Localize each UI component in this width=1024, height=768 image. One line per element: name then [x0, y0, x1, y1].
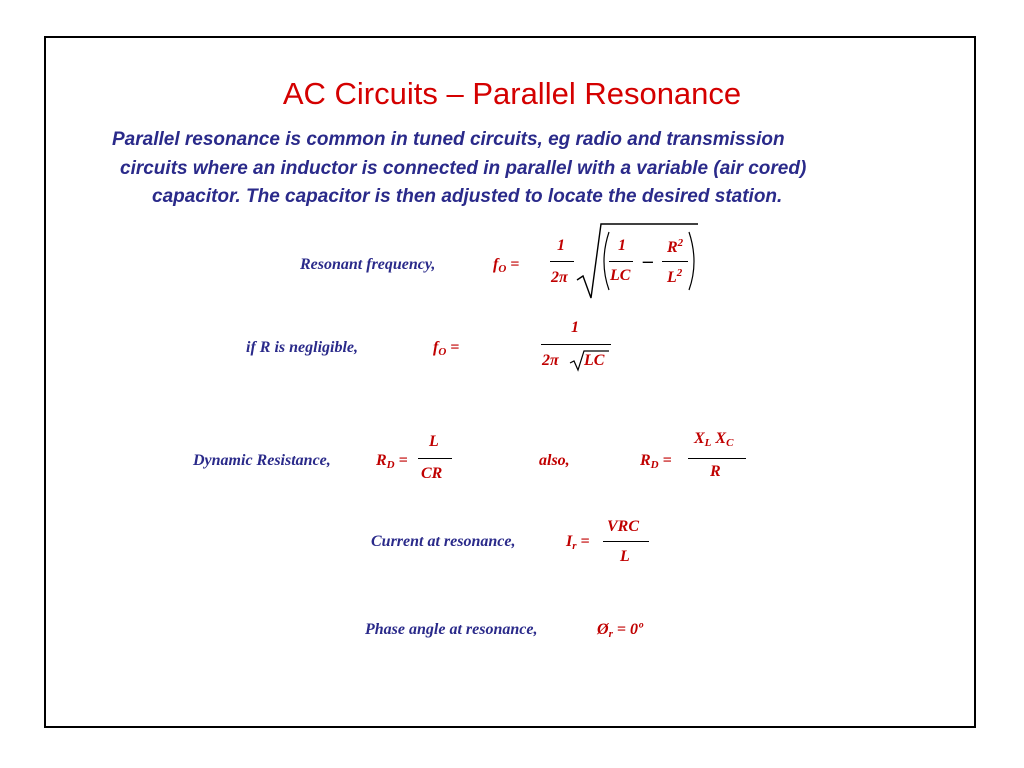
minus-sign: – — [643, 250, 653, 272]
intro-line-2: circuits where an inductor is connected in parallel with a variable (air cored) — [120, 158, 807, 179]
l-squared-denominator: $L^2$ — [667, 267, 683, 286]
xl-xc-numerator: $X_L$ $X_C$ — [694, 430, 734, 449]
fraction-bar-inner-2 — [662, 261, 688, 262]
fo-denominator-1: 2π — [551, 269, 568, 286]
fraction-bar-4 — [688, 458, 746, 459]
ir-symbol: $I_r$ = — [566, 533, 590, 552]
fraction-bar-5 — [603, 541, 649, 542]
fo-numerator-1: 1 — [557, 237, 565, 254]
fo-denominator-2-root: LC — [584, 352, 605, 369]
fo-symbol-1: $f_O$ = — [493, 256, 520, 275]
current-label: Current at resonance, — [371, 533, 516, 550]
rd-denominator-1: CR — [421, 465, 443, 482]
fraction-bar-2 — [541, 344, 611, 345]
resonant-frequency-label: Resonant frequency, — [300, 256, 436, 273]
fraction-bar-inner-1 — [609, 261, 633, 262]
inner-numerator: 1 — [618, 237, 626, 254]
slide-title: AC Circuits – Parallel Resonance — [282, 76, 742, 111]
fraction-bar-3 — [418, 458, 452, 459]
fo-numerator-2: 1 — [571, 319, 579, 336]
rd-symbol-2: $R_D$ = — [640, 452, 672, 471]
phase-value: $Ø_r$ = 0º — [597, 621, 643, 640]
rd-numerator-1: L — [429, 433, 439, 450]
inner-denominator: LC — [610, 267, 631, 284]
intro-line-1: Parallel resonance is common in tuned circuits, eg radio and transmission — [112, 129, 785, 150]
fraction-bar-1 — [550, 261, 574, 262]
negligible-label: if R is negligible, — [246, 339, 358, 356]
fo-symbol-2: $f_O$ = — [433, 339, 460, 358]
intro-line-3: capacitor. The capacitor is then adjusted to locate the desired station. — [152, 186, 783, 207]
r-squared-numerator: $R^2$ — [667, 237, 684, 256]
rd-symbol-1: $R_D$ = — [376, 452, 408, 471]
current-denominator: L — [620, 548, 630, 565]
dynamic-resistance-label: Dynamic Resistance, — [193, 452, 331, 469]
current-numerator: VRC — [607, 518, 640, 535]
phase-label: Phase angle at resonance, — [365, 621, 538, 638]
also-text: also, — [539, 452, 570, 469]
rd-denominator-2: R — [710, 463, 721, 480]
fo-denominator-2-left: 2π — [542, 352, 559, 369]
